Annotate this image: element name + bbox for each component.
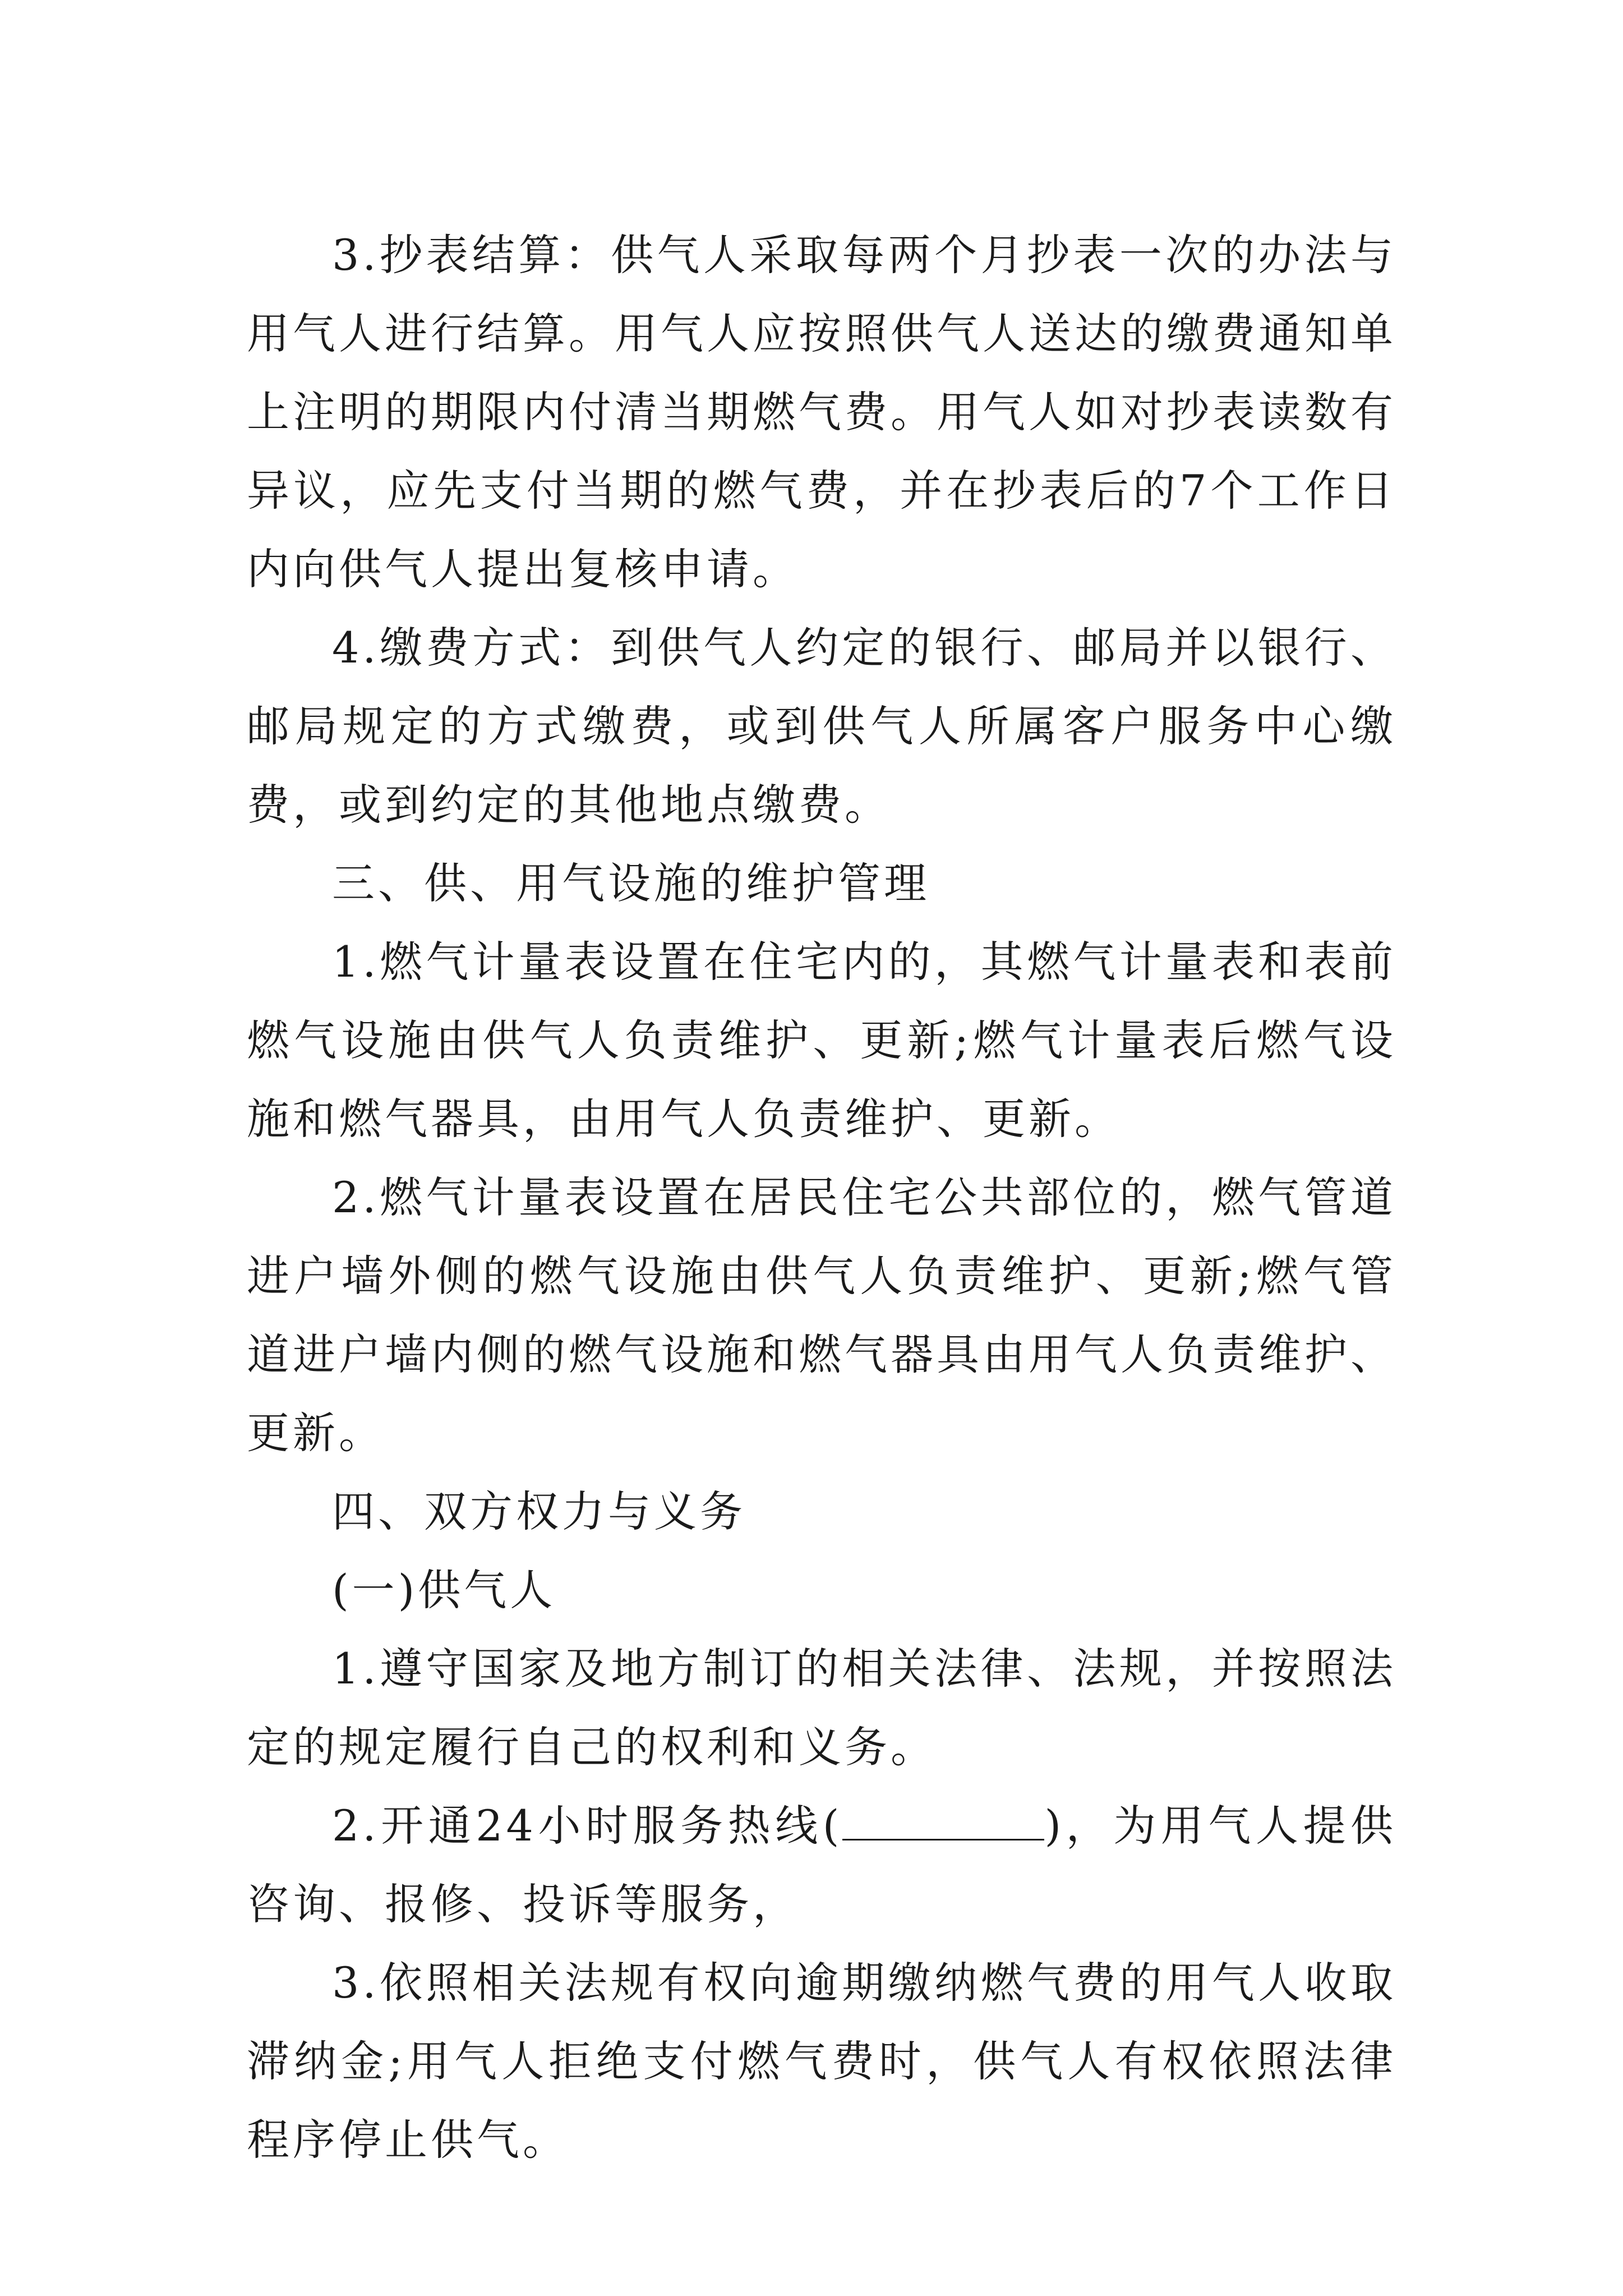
paragraph-service-hotline <box>247 1787 1396 1944</box>
section-heading-facility-maintenance: 三、供、用气设施的维护管理 <box>332 858 930 908</box>
paragraph-payment-method: 4.缴费方式：到供气人约定的银行、邮局并以银行、邮局规定的方式缴费，或到供气人所属客户服务中心缴费，或到约定的其他地点缴费。 <box>247 623 1396 830</box>
hotline-number-blank <box>842 1800 1044 1841</box>
subsection-heading-gas-supplier: (一)供气人 <box>332 1565 556 1615</box>
paragraph-public-meter-maintenance: 2.燃气计量表设置在居民住宅公共部位的，燃气管道进户墙外侧的燃气设施由供气人负责维护、更新;燃气管道进户墙内侧的燃气设施和燃气器具由用气人负责维护、更新。 <box>247 1172 1396 1458</box>
paragraph-comply-with-laws: 1.遵守国家及地方制订的相关法律、法规，并按照法定的规定履行自己的权利和义务。 <box>247 1644 1396 1772</box>
paragraph-meter-reading-settlement: 3.抄表结算：供气人采取每两个月抄表一次的办法与用气人进行结算。用气人应按照供气人送达的缴费通知单上注明的期限内付清当期燃气费。用气人如对抄表读数有异议，应先支付当期的燃气费，并在抄表后的7个工作日内向供气人提出复核申请。 <box>247 230 1396 594</box>
hotline-text-before: 2.开通24小时服务热线( <box>332 1801 843 1851</box>
paragraph-indoor-meter-maintenance: 1.燃气计量表设置在住宅内的，其燃气计量表和表前燃气设施由供气人负责维护、更新;燃气计量表后燃气设施和燃气器具，由用气人负责维护、更新。 <box>247 937 1396 1144</box>
paragraph-late-fee: 3.依照相关法规有权向逾期缴纳燃气费的用气人收取滞纳金;用气人拒绝支付燃气费时，供气人有权依照法律程序停止供气。 <box>247 1958 1396 2165</box>
hotline-text-after: )，为用气人提供咨询、报修、投诉等服务， <box>247 1801 1397 1929</box>
document-body <box>247 216 1396 2179</box>
section-heading-rights-obligations: 四、双方权力与义务 <box>332 1487 746 1536</box>
